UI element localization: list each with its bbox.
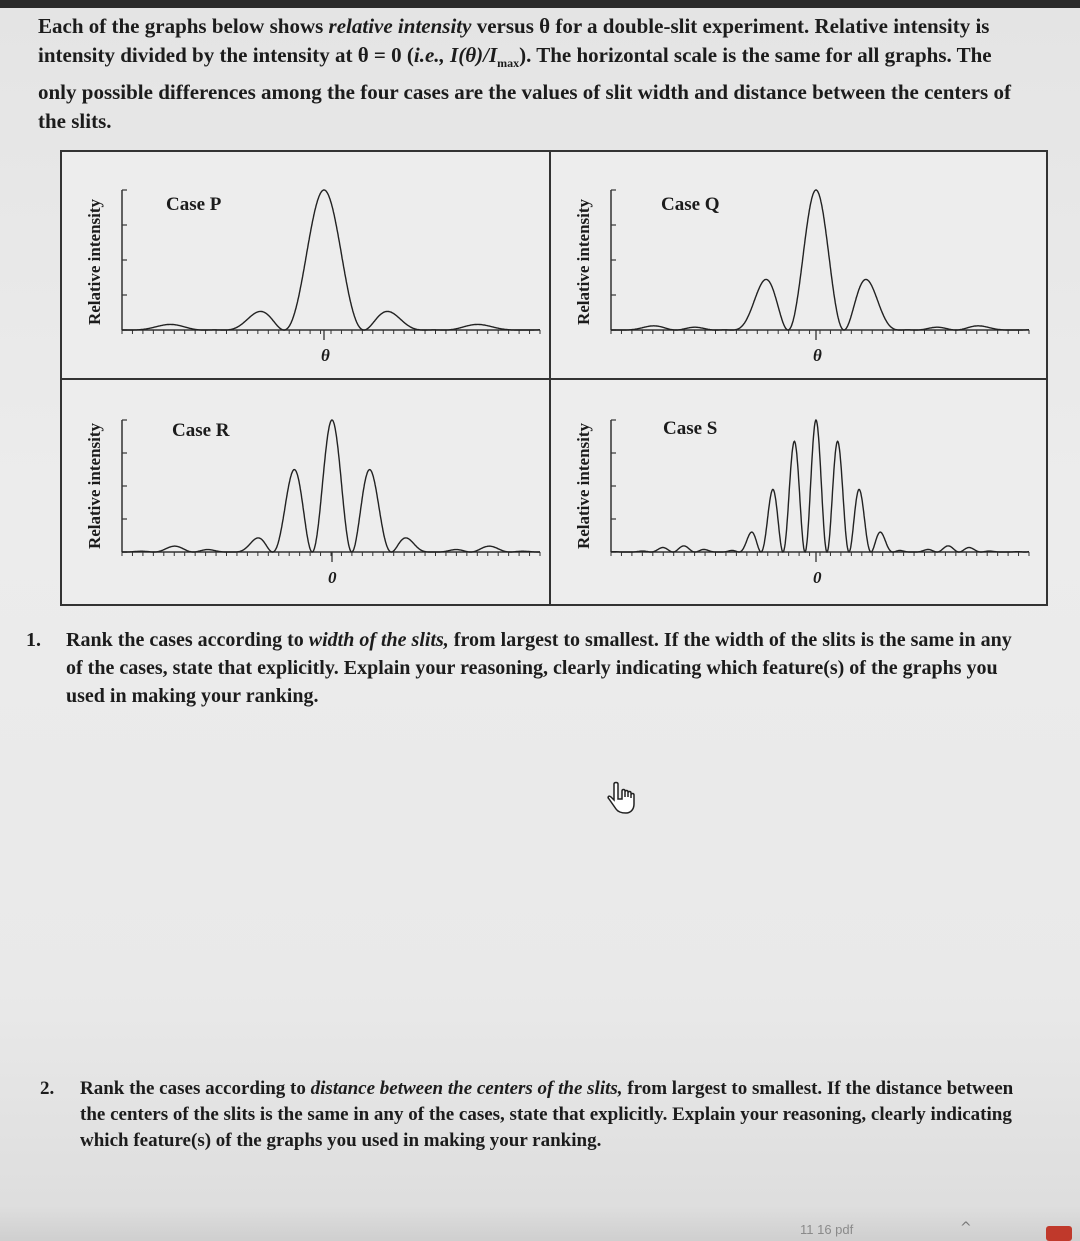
chart-case-r	[62, 380, 552, 604]
y-axis-label: Relative intensity	[85, 198, 105, 326]
chart-case-p	[62, 152, 552, 378]
zero-label: 0	[328, 568, 337, 587]
y-axis-label: Relative intensity	[85, 422, 105, 550]
question-number: 2.	[40, 1078, 55, 1099]
chevron-up-icon[interactable]: ^	[960, 1220, 972, 1236]
y-axis-label: Relative intensity	[574, 422, 594, 550]
panel-case-r	[62, 380, 552, 606]
chart-case-q	[551, 152, 1041, 378]
panel-case-q	[551, 152, 1041, 378]
case-label-p: Case P	[166, 194, 222, 215]
zero-label: 0	[813, 568, 822, 587]
graphs-figure	[60, 150, 1048, 606]
case-label-q: Case Q	[661, 194, 720, 215]
question-text: Rank the cases according to distance between the centers of the slits, from largest to smallest. If the distance between the centers of the slits is the same in any of the cases, state that explicitly. Explain your reasoning, clearly indicating which feature(s) of the graphs you used in making your ranking.	[80, 1078, 1014, 1151]
question-text: Rank the cases according to width of the slits, from largest to smallest. If the width of the slits is the same in any of the cases, state that explicitly. Explain your reasoning, clearly indicating which feature(s) of the graphs you used in making your ranking.	[66, 629, 1012, 707]
case-label-s: Case S	[663, 418, 718, 439]
question-number: 1.	[26, 629, 41, 651]
footer-text: 11 16 pdf	[800, 1222, 854, 1237]
chart-case-s	[551, 380, 1041, 604]
intensity-curve	[122, 420, 540, 552]
theta-label: θ	[813, 346, 822, 365]
panel-case-s	[551, 380, 1041, 606]
question-1	[26, 626, 1016, 710]
hand-pointer-icon	[604, 780, 638, 816]
top-bar	[0, 0, 1080, 8]
question-2	[40, 1076, 1020, 1154]
footer-red-tab[interactable]	[1046, 1226, 1072, 1241]
bottom-strip	[0, 1206, 1080, 1241]
y-axis-label: Relative intensity	[574, 198, 594, 326]
intro-paragraph: Each of the graphs below shows relative intensity versus θ for a double-slit experiment. Relative intensity is intensity divided by the intensity at θ = 0 (i.e., $I(\theta)/I_{max}$). The horizontal scale is the same for all graphs. The only possible differences among the four cases are the values of slit width and distance between the centers of the slits.	[38, 14, 1011, 134]
intensity-curve	[122, 190, 540, 330]
intensity-curve	[611, 420, 1029, 552]
intensity-curve	[611, 190, 1029, 330]
case-label-r: Case R	[172, 420, 230, 441]
panel-case-p	[62, 152, 552, 378]
theta-label: θ	[321, 346, 330, 365]
